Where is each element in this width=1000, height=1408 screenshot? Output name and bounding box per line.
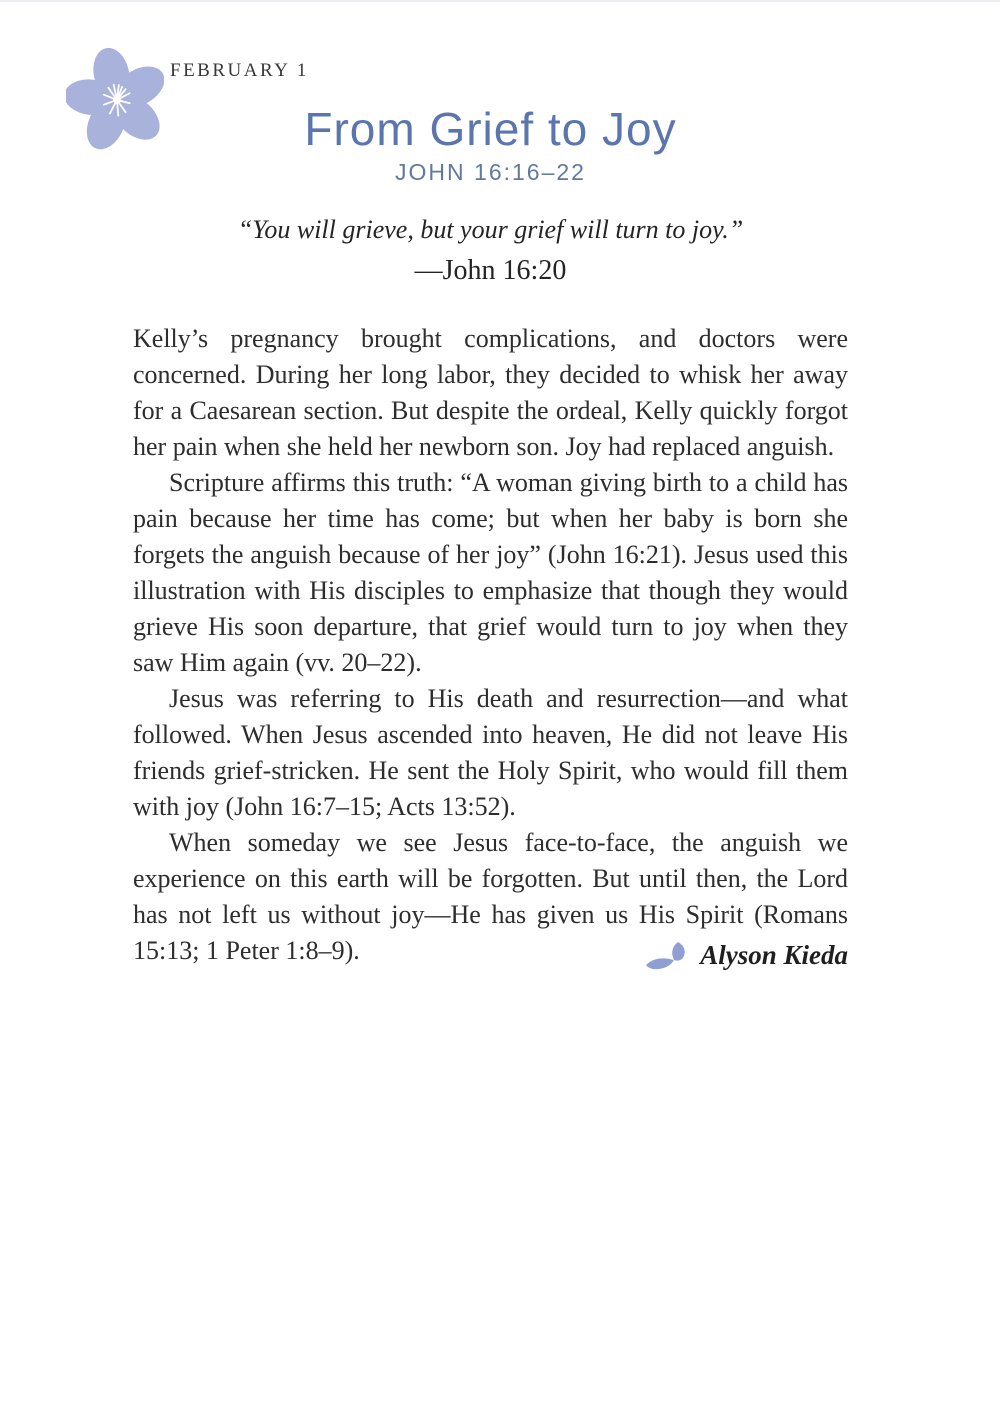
quote-attribution: —John 16:20 [414, 255, 567, 286]
page-content [133, 2, 848, 969]
page-title: From Grief to Joy [304, 103, 677, 155]
body-paragraph: Kelly’s pregnancy brought complications, and doctors were concerned. During her long labor, they decided to whisk her away for a Caesarean section. But despite the ordeal, Kelly quickly forgot her pain when she held her newborn son. Joy had replaced anguish. [133, 324, 848, 461]
author-signature [636, 935, 848, 975]
leaf-icon [644, 941, 690, 975]
body-paragraph: When someday we see Jesus face-to-face, the anguish we experience on this earth will be forgotten. But until then, the Lord has not left us without joy—He has given us His Spirit (Romans 15:13; 1 Peter 1:8–9). [133, 828, 848, 965]
author-name: Alyson Kieda [700, 940, 848, 970]
passage-reference: JOHN 16:16–22 [395, 159, 586, 185]
body-paragraph: Jesus was referring to His death and resurrection—and what followed. When Jesus ascended into heaven, He did not leave His friends grief-stricken. He sent the Holy Spirit, who would fill them with joy (John 16:7–15; Acts 13:52). [133, 684, 848, 821]
body-paragraph: Scripture affirms this truth: “A woman giving birth to a child has pain because her time has come; but when her baby is born she forgets the anguish because of her joy” (John 16:21). Jesus used this illustration with His disciples to emphasize that though they would grieve His soon departure, that grief would turn to joy when they saw Him again (vv. 20–22). [133, 468, 848, 677]
devotional-body [133, 321, 848, 969]
scripture-quote: “You will grieve, but your grief will turn to joy.” [237, 215, 744, 244]
date-label: FEBRUARY 1 [170, 60, 309, 81]
